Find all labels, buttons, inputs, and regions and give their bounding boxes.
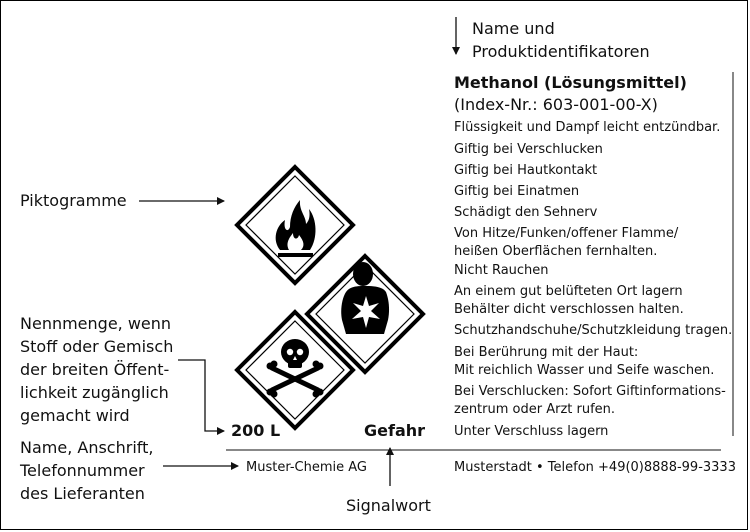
- precaution-statement: Bei Verschlucken: Sofort Giftinformations-: [454, 384, 726, 399]
- precaution-statement: heißen Oberflächen fernhalten.: [454, 244, 658, 259]
- annotation-nennmenge-line-3: der breiten Öffent-: [20, 360, 170, 379]
- product-index-number: (Index-Nr.: 603-001-00-X): [454, 95, 658, 114]
- precaution-statement: Unter Verschluss lagern: [454, 424, 609, 439]
- annotation-nennmenge-line-5: gemacht wird: [20, 406, 130, 425]
- annotation-nennmenge-line-1: Nennmenge, wenn: [20, 314, 172, 333]
- hazard-statement: Giftig bei Hautkontakt: [454, 163, 598, 178]
- nominal-quantity: 200 L: [231, 421, 281, 440]
- annotation-lieferant-line-1: Name, Anschrift,: [20, 438, 154, 457]
- precaution-statement: zentrum oder Arzt rufen.: [454, 402, 616, 417]
- annotation-signalwort: Signalwort: [346, 496, 431, 515]
- precaution-statement: Bei Berührung mit der Haut:: [454, 345, 639, 360]
- annotation-lieferant-line-3: des Lieferanten: [20, 484, 145, 503]
- hazard-statement: Giftig bei Einatmen: [454, 184, 580, 199]
- precaution-statement: Nicht Rauchen: [454, 263, 549, 278]
- hazard-statement: Giftig bei Verschlucken: [454, 142, 603, 157]
- arrow-nennmenge: [178, 360, 224, 431]
- supplier-name: Muster-Chemie AG: [246, 460, 367, 475]
- annotation-name-line-2: Produktidentifikatoren: [472, 42, 650, 61]
- annotation-piktogramme: Piktogramme: [20, 191, 127, 210]
- signal-word: Gefahr: [364, 421, 426, 440]
- annotation-nennmenge-line-2: Stoff oder Gemisch: [20, 337, 174, 356]
- precaution-statement: Behälter dicht verschlossen halten.: [454, 302, 684, 317]
- precaution-statement: Schutzhandschuhe/Schutzkleidung tragen.: [454, 323, 733, 338]
- annotation-lieferant-line-2: Telefonnummer: [20, 461, 145, 480]
- hazard-statement: Flüssigkeit und Dampf leicht entzündbar.: [454, 120, 721, 135]
- flame-icon: [237, 167, 353, 283]
- annotation-nennmenge-line-4: lichkeit zugänglich: [20, 383, 169, 402]
- annotation-name-line-1: Name und: [472, 19, 555, 38]
- supplier-contact: Musterstadt • Telefon +49(0)8888-99-3333: [454, 460, 736, 475]
- precaution-statement: An einem gut belüfteten Ort lagern: [454, 284, 683, 299]
- precaution-statement: Von Hitze/Funken/offener Flamme/: [454, 226, 679, 241]
- hazard-statement: Schädigt den Sehnerv: [454, 205, 598, 220]
- product-name: Methanol (Lösungsmittel): [454, 73, 687, 92]
- precaution-statement: Mit reichlich Wasser und Seife waschen.: [454, 363, 715, 378]
